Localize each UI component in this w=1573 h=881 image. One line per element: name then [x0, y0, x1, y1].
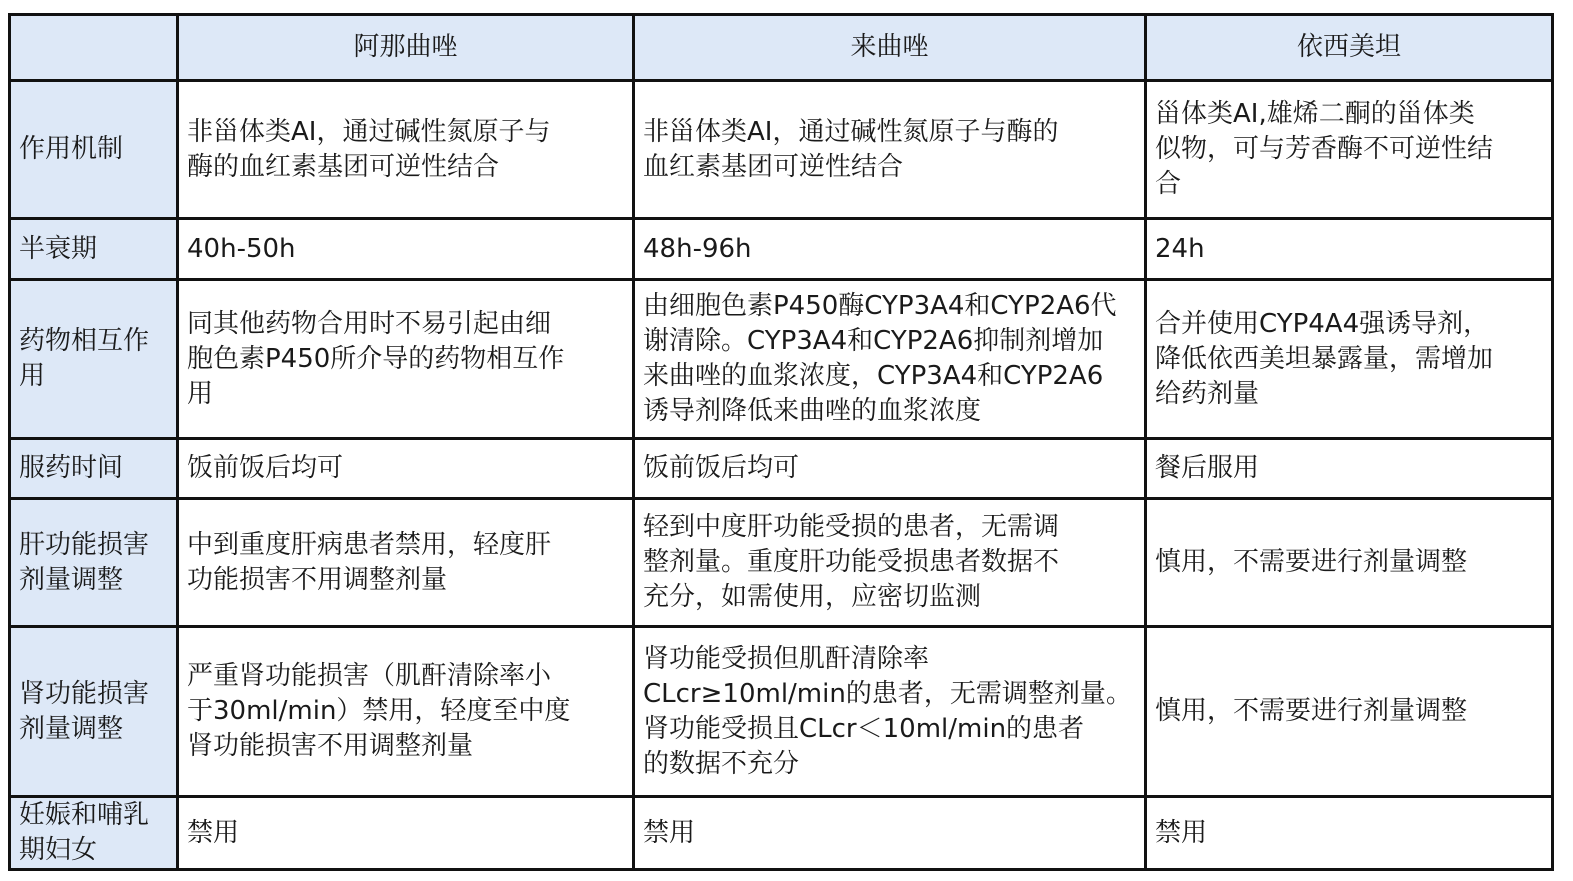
table-cell: 饭前饭后均可	[178, 439, 634, 499]
drug-comparison-table	[8, 13, 1554, 871]
table-cell: 肾功能受损但肌酐清除率 CLcr≥10ml/min的患者，无需调整剂量。 肾功能受损且CLcr＜10ml/min的患者 的数据不充分	[634, 627, 1146, 797]
table-cell: 慎用，不需要进行剂量调整	[1146, 627, 1553, 797]
table-cell: 48h-96h	[634, 219, 1146, 280]
row-label: 服药时间	[10, 439, 178, 499]
table-cell: 禁用	[634, 797, 1146, 870]
table-cell: 合并使用CYP4A4强诱导剂， 降低依西美坦暴露量，需增加 给药剂量	[1146, 280, 1553, 439]
row-label: 肝功能损害 剂量调整	[10, 499, 178, 627]
header-cell-empty	[10, 15, 178, 81]
table-cell: 中到重度肝病患者禁用，轻度肝 功能损害不用调整剂量	[178, 499, 634, 627]
header-anastrozole: 阿那曲唑	[178, 15, 634, 81]
row-label: 半衰期	[10, 219, 178, 280]
table-row-renal-adjustment	[10, 627, 1553, 797]
table-cell: 禁用	[178, 797, 634, 870]
header-exemestane: 依西美坦	[1146, 15, 1553, 81]
row-label: 妊娠和哺乳 期妇女	[10, 797, 178, 870]
table-cell: 轻到中度肝功能受损的患者，无需调 整剂量。重度肝功能受损患者数据不 充分，如需使用，应密切监测	[634, 499, 1146, 627]
table-row-drug-interactions	[10, 280, 1553, 439]
header-row	[10, 15, 1553, 81]
table-cell: 24h	[1146, 219, 1553, 280]
table-row-dosing-time	[10, 439, 1553, 499]
table-cell: 餐后服用	[1146, 439, 1553, 499]
table-row-mechanism	[10, 81, 1553, 219]
table-row-hepatic-adjustment	[10, 499, 1553, 627]
table-row-half-life	[10, 219, 1553, 280]
table-cell: 由细胞色素P450酶CYP3A4和CYP2A6代 谢清除。CYP3A4和CYP2A6抑制剂增加 来曲唑的血浆浓度，CYP3A4和CYP2A6 诱导剂降低来曲唑的血浆浓度	[634, 280, 1146, 439]
table-cell: 同其他药物合用时不易引起由细 胞色素P450所介导的药物相互作 用	[178, 280, 634, 439]
table-cell: 甾体类AI,雄烯二酮的甾体类 似物，可与芳香酶不可逆性结 合	[1146, 81, 1553, 219]
header-letrozole: 来曲唑	[634, 15, 1146, 81]
row-label: 肾功能损害 剂量调整	[10, 627, 178, 797]
table-cell: 禁用	[1146, 797, 1553, 870]
row-label: 药物相互作 用	[10, 280, 178, 439]
table-cell: 慎用，不需要进行剂量调整	[1146, 499, 1553, 627]
table-row-pregnancy-lactation	[10, 797, 1553, 870]
table-cell: 严重肾功能损害（肌酐清除率小 于30ml/min）禁用，轻度至中度 肾功能损害不用调整剂量	[178, 627, 634, 797]
row-label: 作用机制	[10, 81, 178, 219]
table-cell: 非甾体类AI，通过碱性氮原子与 酶的血红素基团可逆性结合	[178, 81, 634, 219]
table-cell: 饭前饭后均可	[634, 439, 1146, 499]
table-cell: 非甾体类AI，通过碱性氮原子与酶的 血红素基团可逆性结合	[634, 81, 1146, 219]
table-cell: 40h-50h	[178, 219, 634, 280]
